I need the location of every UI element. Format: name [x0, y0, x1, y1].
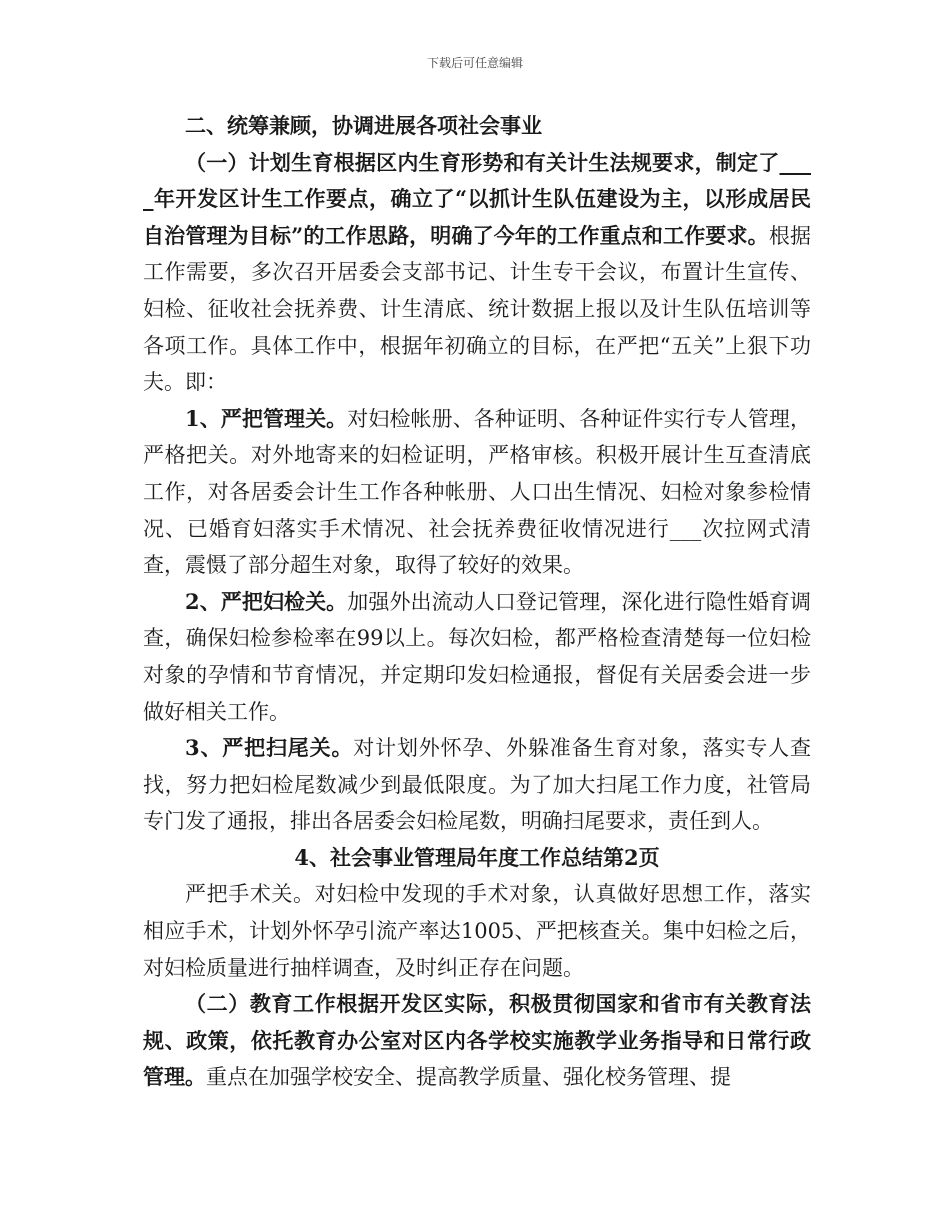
paragraph-lead: （二）教育工作根据开发区实际，积极贯彻国家和省市有关教育法规、政策，依托教育办公室对区内各学校实施教学业务指导和日常行政管理。 — [143, 991, 811, 1090]
paragraph-text: 加强外出流动人口登记管理，深化进行隐性婚育调查，确保妇检参检率在99以上。每次妇检，都严格检查清楚每一位妇检对象的孕情和节育情况，并定期印发妇检通报，督促有关居委会进一步做好相关工作。 — [143, 589, 811, 724]
page-title: 4、社会事业管理局年度工作总结第2页 — [294, 844, 660, 870]
paragraph-education — [143, 986, 811, 1096]
document-body — [143, 108, 811, 1096]
paragraph-surgery: 严把手术关。对妇检中发现的手术对象，认真做好思想工作，落实相应手术，计划外怀孕引流产率达1005、严把核查关。集中妇检之后，对妇检质量进行抽样调查，及时纠正存在问题。 — [143, 882, 811, 980]
paragraph-text: 对妇检帐册、各种证明、各种证件实行专人管理，严格把关。对外地寄来的妇检证明，严格审核。积极开展计生互查清底工作，对各居委会计生工作各种帐册、人口出生情况、妇检对象参检情况、已婚育妇落实手术情况、社会抚养费征收情况进行___次拉网式清查，震慑了部分超生对象，取得了较好的效果。 — [143, 406, 811, 578]
page-header: 下载后可任意编辑 — [426, 56, 523, 70]
paragraph-lead: 3、严把扫尾关。 — [185, 735, 354, 761]
paragraph-lead: （一）计划生育根据区内生育形势和有关计生法规要求，制定了____年开发区计生工作要点，确立了“以抓计生队伍建设为主，以形成居民自治管理为目标”的工作思路，明确了今年的工作重点和工作要求。 — [143, 149, 811, 248]
paragraph-text: 重点在加强学校安全、提高教学质量、强化校务管理、提 — [206, 1065, 731, 1090]
paragraph-examination — [143, 584, 811, 730]
paragraph-lead: 2、严把妇检关。 — [185, 588, 348, 614]
section-heading: 二、统筹兼顾，协调进展各项社会事业 — [185, 113, 542, 138]
paragraph-text: 根据工作需要，多次召开居委会支部书记、计生专干会议，布置计生宣传、妇检、征收社会抚养费、计生清底、统计数据上报以及计生队伍培训等各项工作。具体工作中，根据年初确立的目标，在严把“五关”上狠下功夫。即： — [143, 223, 812, 395]
paragraph-family-planning — [143, 145, 811, 401]
paragraph-management — [143, 401, 811, 584]
paragraph-text: 对计划外怀孕、外躲准备生育对象，落实专人查找，努力把妇检尾数减少到最低限度。为了加大扫尾工作力度，社管局专门发了通报，排出各居委会妇检尾数，明确扫尾要求，责任到人。 — [143, 736, 811, 834]
paragraph-wrap-up — [143, 730, 811, 840]
paragraph-lead: 1、严把管理关。 — [185, 405, 348, 431]
